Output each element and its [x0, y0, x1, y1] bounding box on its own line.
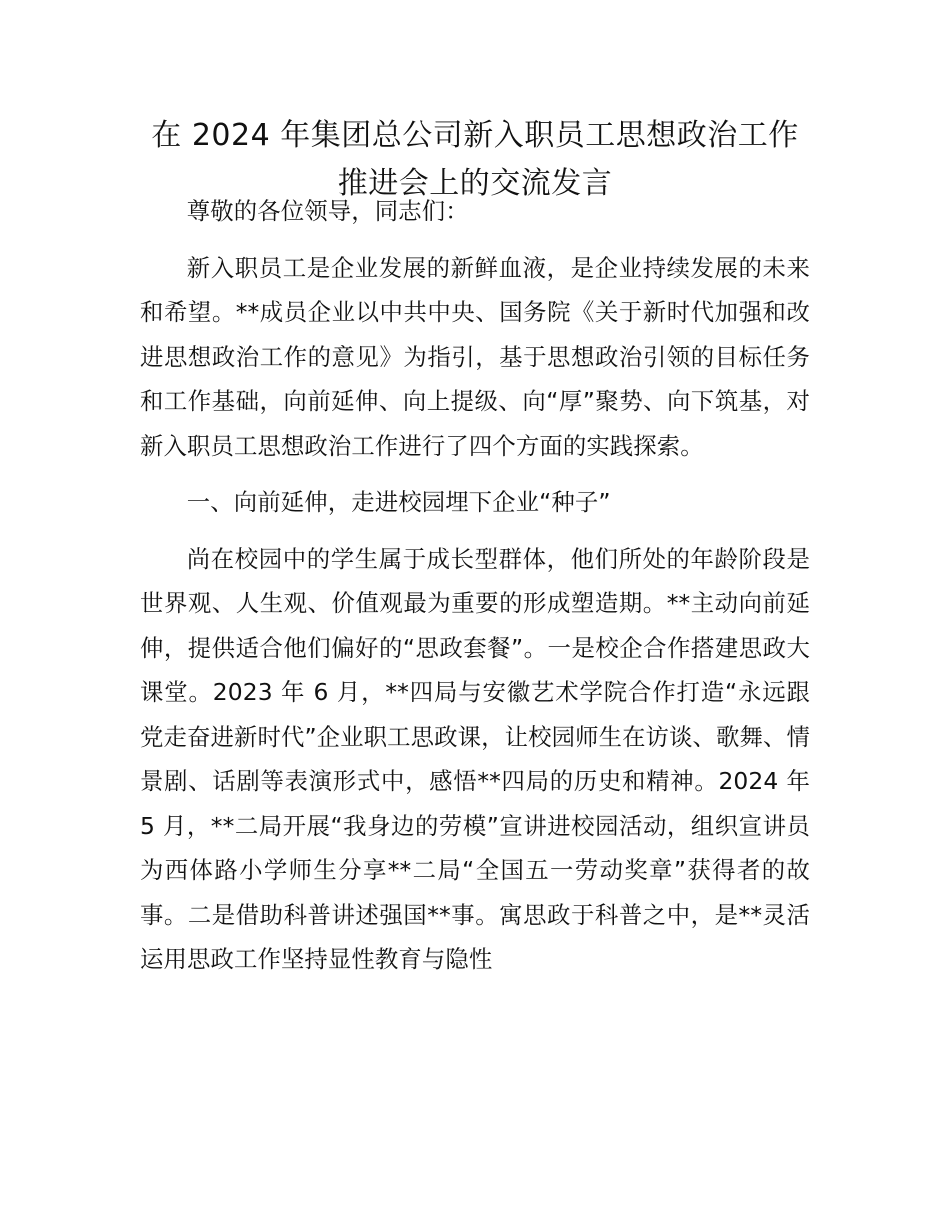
intro-paragraph: 新入职员工是企业发展的新鲜血液，是企业持续发展的未来和希望。**成员企业以中共中央、国务院《关于新时代加强和改进思想政治工作的意见》为指引，基于思想政治引领的目标任务和工作基础，向前延伸、向上提级、向“厚”聚势、向下筑基，对新入职员工思想政治工作进行了四个方面的实践探索。	[140, 253, 810, 460]
document-body	[140, 189, 810, 982]
section-heading: 一、向前延伸，走进校园埋下企业“种子”	[186, 488, 611, 516]
section-paragraph: 尚在校园中的学生属于成长型群体，他们所处的年龄阶段是世界观、人生观、价值观最为重要的形成塑造期。**主动向前延伸，提供适合他们偏好的“思政套餐”。一是校企合作搭建思政大课堂。2023 年 6 月，**四局与安徽艺术学院合作打造“永远跟党走奋进新时代”企业职工思政课，让校园师生在访谈、歌舞、情景剧、话剧等表演形式中，感悟**四局的历史和精神。2024 年 5 月，**二局开展“我身边的劳模”宣讲进校园活动，组织宣讲员为西体路小学师生分享**二局“全国五一劳动奖章”获得者的故事。二是借助科普讲述强国**事。寓思政于科普之中，是**灵活运用思政工作坚持显性教育与隐性	[140, 544, 810, 973]
document-title: 在 2024 年集团总公司新入职员工思想政治工作推进会上的交流发言	[151, 118, 799, 201]
salutation: 尊敬的各位领导，同志们：	[186, 197, 469, 225]
